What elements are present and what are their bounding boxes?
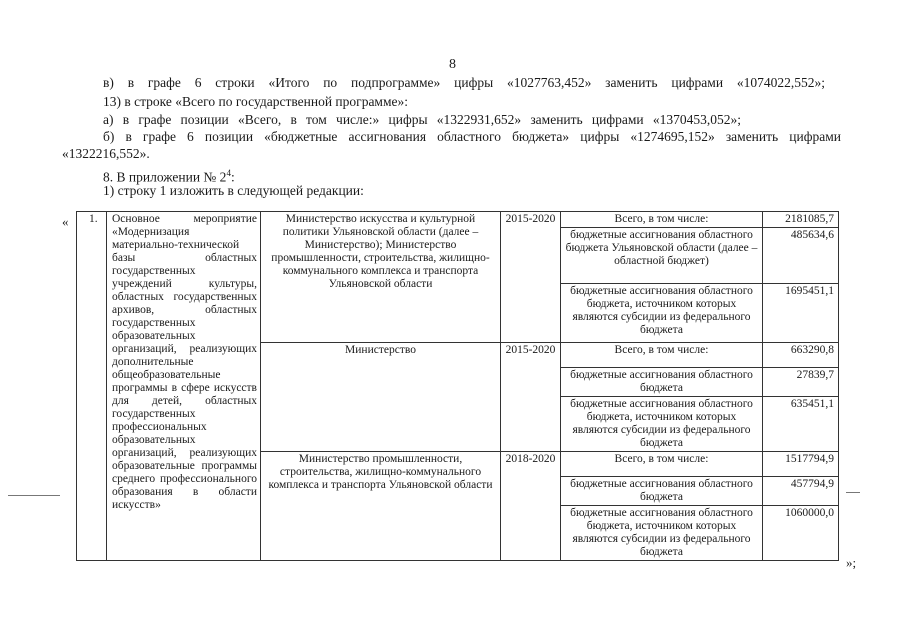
executor-3: Министерство промышленности, строительства, жилищно-коммунального комплекса и транспорта Ульяновской области xyxy=(261,452,501,561)
value-federal: 635451,1 xyxy=(763,397,839,452)
paragraph-b-continued: «1322216,552». xyxy=(62,146,150,161)
paragraph-row-1: 1) строку 1 изложить в следующей редакции: xyxy=(103,183,364,198)
value-total: 1517794,9 xyxy=(763,452,839,477)
source-total: Всего, в том числе: xyxy=(561,212,763,228)
paragraph-v: в) в графе 6 строки «Итого по подпрограмме» цифры «1027763,452» заменить цифрами «1074022,552»; xyxy=(103,75,825,90)
source-federal: бюджетные ассигнования областного бюджета, источником которых являются субсидии из федерального бюджета xyxy=(561,284,763,343)
executor-2: Министерство xyxy=(261,343,501,452)
source-total: Всего, в том числе: xyxy=(561,452,763,477)
value-regional: 27839,7 xyxy=(763,368,839,397)
value-regional: 485634,6 xyxy=(763,228,839,284)
appendix-text: 8. В приложении № 2 xyxy=(103,169,227,185)
appendix-colon: : xyxy=(230,169,235,185)
value-regional: 457794,9 xyxy=(763,477,839,506)
paragraph-13: 13) в строке «Всего по государственной программе»: xyxy=(103,94,409,109)
source-total: Всего, в том числе: xyxy=(561,343,763,368)
row-number: 1. xyxy=(77,212,107,561)
table-row xyxy=(77,212,839,228)
value-federal: 1695451,1 xyxy=(763,284,839,343)
years-3: 2018-2020 xyxy=(501,452,561,561)
source-federal: бюджетные ассигнования областного бюджета, источником которых являются субсидии из федерального бюджета xyxy=(561,506,763,561)
margin-mark-right xyxy=(846,492,860,493)
source-regional: бюджетные ассигнования областного бюджета Ульяновской области (далее – областной бюджет) xyxy=(561,228,763,284)
value-total: 663290,8 xyxy=(763,343,839,368)
executor-1: Министерство искусства и культурной политики Ульяновской области (далее – Министерство); Министерство промышленности, строительства, жилищно-коммунального комплекса и транспорта Ульяновской области xyxy=(261,212,501,343)
paragraph-b: б) в графе 6 позиции «бюджетные ассигнования областного бюджета» цифры «1274695,152» заменить цифрами xyxy=(103,129,841,144)
measure-name: Основное мероприятие «Модернизация материально-технической базы областных государственных учреждений культуры, областных государственных архивов, областных государственных образовательных организаций, реализующих дополнительные общеобразовательные программы в сфере искусств для детей, областных государственных профессиональных образовательных организаций, реализующих образовательные программы среднего профессионального образования в области искусств» xyxy=(107,212,261,561)
closing-quote: »; xyxy=(846,555,857,570)
source-regional: бюджетные ассигнования областного бюджета xyxy=(561,477,763,506)
years-1: 2015-2020 xyxy=(501,212,561,343)
source-federal: бюджетные ассигнования областного бюджета, источником которых являются субсидии из федерального бюджета xyxy=(561,397,763,452)
opening-quote: « xyxy=(62,214,69,229)
program-table xyxy=(76,211,839,561)
value-federal: 1060000,0 xyxy=(763,506,839,561)
value-total: 2181085,7 xyxy=(763,212,839,228)
years-2: 2015-2020 xyxy=(501,343,561,452)
source-regional: бюджетные ассигнования областного бюджета xyxy=(561,368,763,397)
appendix-superscript: 4 xyxy=(226,168,231,178)
page-number: 8 xyxy=(449,57,456,72)
margin-mark-left xyxy=(8,495,60,496)
paragraph-a: а) в графе позиции «Всего, в том числе:» цифры «1322931,652» заменить цифрами «1370453,052»; xyxy=(103,112,741,127)
